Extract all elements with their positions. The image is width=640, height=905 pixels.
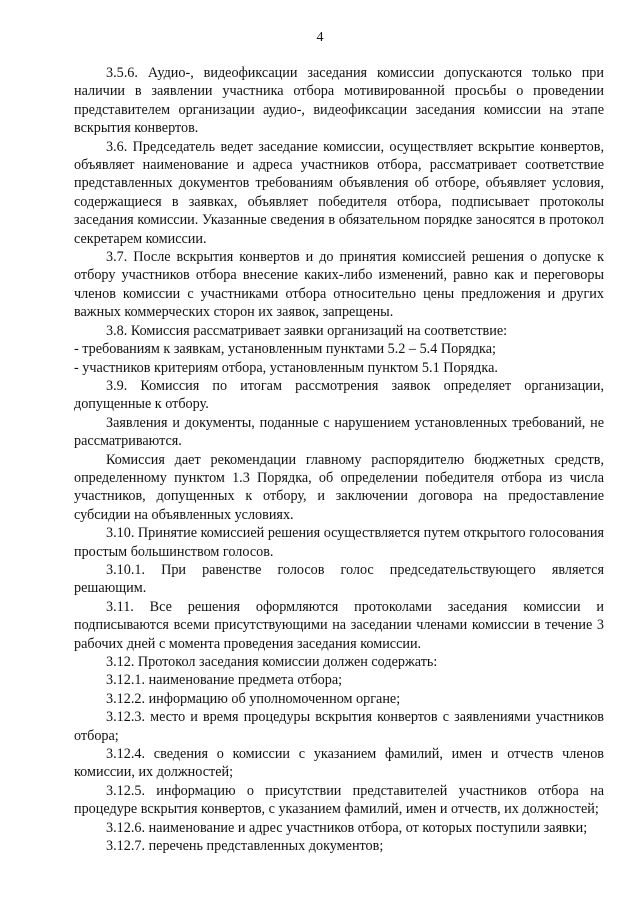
paragraph-3-7: 3.7. После вскрытия конвертов и до принятия комиссией решения о допуске к отбору участников отбора внесение каких-либо изменений, равно как и переговоры членов комиссии с участниками отбора относительно цены предложения и других важных коммерческих сторон их заявок, запрещены. — [74, 249, 604, 321]
paragraph-3-12-4: 3.12.4. сведения о комиссии с указанием фамилий, имен и отчеств членов комиссии, их должностей; — [74, 746, 604, 781]
paragraph-3-12: 3.12. Протокол заседания комиссии должен содержать: — [106, 654, 438, 670]
paragraph-3-12-6: 3.12.6. наименование и адрес участников отбора, от которых поступили заявки; — [106, 819, 588, 836]
paragraph-3-10: 3.10. Принятие комиссией решения осуществляется путем открытого голосования простым большинством голосов. — [74, 525, 604, 560]
paragraph-3-12-1: 3.12.1. наименование предмета отбора; — [106, 672, 343, 689]
paragraph-3-12-3: 3.12.3. место и время процедуры вскрытия конвертов с заявлениями участников отбора; — [74, 709, 604, 744]
paragraph-3-12-7: 3.12.7. перечень представленных документов; — [106, 838, 384, 855]
paragraph-3-8: 3.8. Комиссия рассматривает заявки организаций на соответствие: — [106, 322, 508, 339]
page-number: 4 — [316, 30, 324, 45]
paragraph-3-9: 3.9. Комиссия по итогам рассмотрения заявок определяет организации, допущенные к отбору. — [74, 377, 604, 413]
document-body — [74, 64, 604, 855]
paragraph-3-5-6: 3.5.6. Аудио-, видеофиксации заседания комиссии допускаются только при наличии в заявлении участника отбора мотивированной просьбы о проведении представителем организации аудио-, видеофиксации заседания комиссии на этапе вскрытия конвертов. — [74, 65, 604, 137]
paragraph-3-12-5: 3.12.5. информацию о присутствии представителей участников отбора на процедуре вскрытия конвертов, с указанием фамилий, имен и отчеств, их должностей; — [74, 782, 604, 818]
paragraph-3-11: 3.11. Все решения оформляются протоколами заседания комиссии и подписываются всеми присутствующими на заседании членами комиссии в течение 3 рабочих дней с момента проведения заседания комиссии. — [74, 598, 604, 652]
paragraph-3-10-1: 3.10.1. При равенстве голосов голос председательствующего является решающим. — [74, 561, 604, 597]
list-item-criteria: - участников критериям отбора, установленным пунктом 5.1 Порядка. — [74, 359, 498, 376]
paragraph-recommendations: Комиссия дает рекомендации главному распорядителю бюджетных средств, определенному пунктом 1.3 Порядка, об определении победителя отбора из числа участников, допущенных к отбору, и заключении договора на предоставление субсидии на объявленных условиях. — [74, 451, 604, 523]
paragraph-3-6: 3.6. Председатель ведет заседание комиссии, осуществляет вскрытие конвертов, объявляет наименование и адреса участников отбора, рассматривает соответствие представленных документов требованиям объявления об отборе, объявляет условия, содержащиеся в заявках, объявляет победителя отбора, подписывает протоколы заседания комиссии. Указанные сведения в обязательном порядке заносятся в протокол секретарем комиссии. — [74, 138, 604, 247]
paragraph-3-12-2: 3.12.2. информацию об уполномоченном органе; — [106, 690, 401, 707]
paragraph-rejected-applications: Заявления и документы, поданные с нарушением установленных требований, не рассматриваются. — [74, 414, 604, 450]
list-item-requirements: - требованиям к заявкам, установленным пунктами 5.2 – 5.4 Порядка; — [74, 341, 496, 358]
